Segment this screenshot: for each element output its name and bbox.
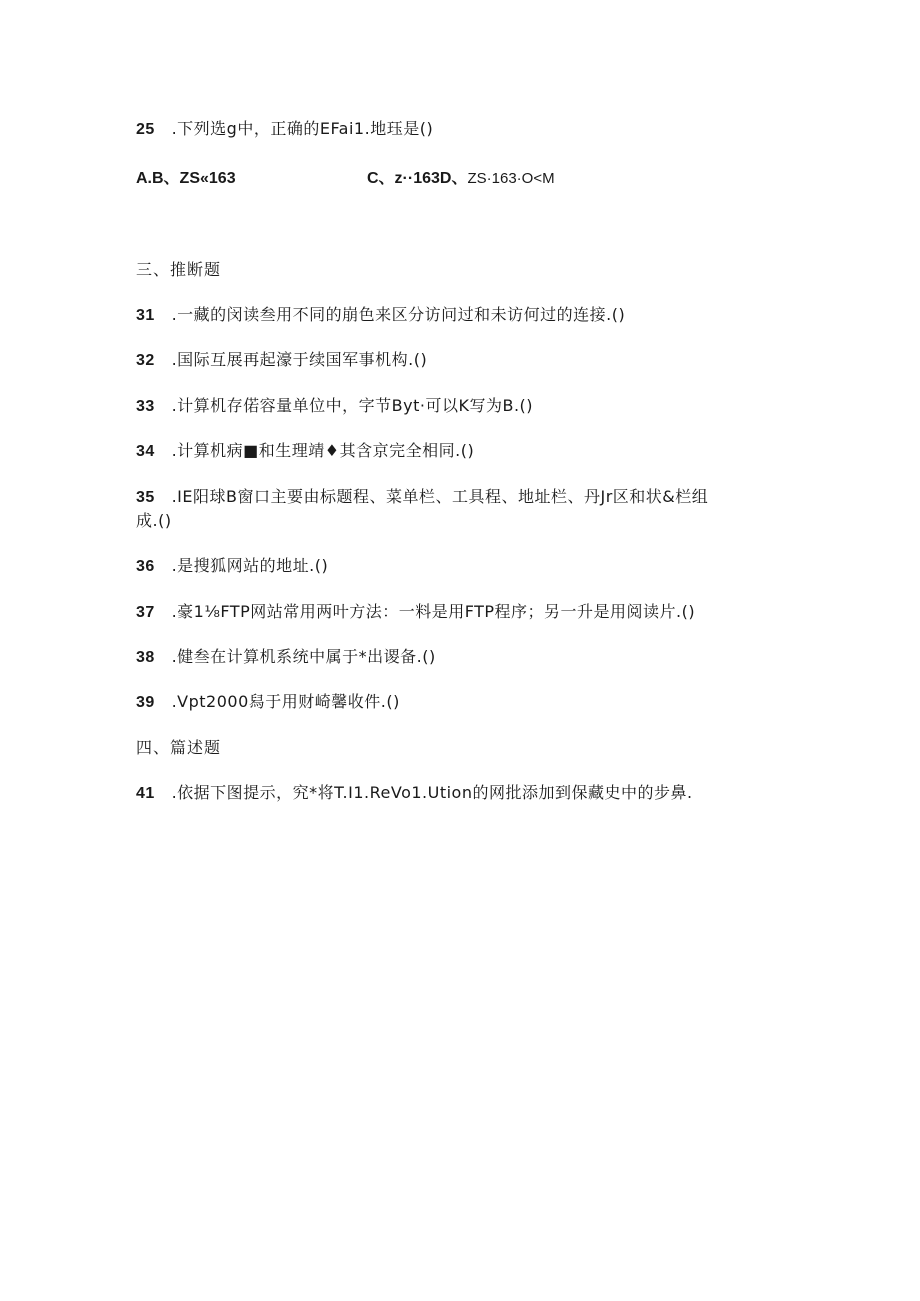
question-33 [136, 394, 533, 419]
question-41 [136, 781, 693, 806]
question-number: 31 [136, 307, 155, 324]
question-31 [136, 303, 625, 328]
question-number: 39 [136, 694, 155, 711]
question-35-continuation: 成.() [136, 511, 172, 530]
question-35 [136, 485, 776, 510]
question-text: .下列选g中，正确的EFai1.地珏是() [171, 119, 434, 138]
question-text: .计算机存偌容量单位中，字节Byt·可以K写为B.() [171, 396, 534, 415]
question-text: .依据下图提示，究*将T.I1.ReVo1.Ution的网批添加到保藏史中的步鼻. [171, 783, 693, 802]
question-number: 34 [136, 443, 155, 460]
question-number: 33 [136, 398, 155, 415]
question-34 [136, 439, 474, 464]
question-text: .计算机病■和生理靖♦其含京完全相同.() [171, 441, 475, 460]
question-25 [136, 117, 433, 142]
section-heading-judgement: 三、推断题 [136, 260, 222, 279]
question-number: 41 [136, 785, 155, 802]
question-39 [136, 690, 400, 715]
question-number: 38 [136, 649, 155, 666]
question-text: .健叁在计算机系统中属于*出谡备.() [171, 647, 436, 666]
question-32 [136, 348, 427, 373]
question-text: .国际互展再起濠于续国军事机构.() [171, 350, 428, 369]
question-number: 32 [136, 352, 155, 369]
option-a-b: A.B、ZS«163 [136, 170, 236, 187]
question-text: .是搜狐网站的地址.() [171, 556, 329, 575]
question-37 [136, 600, 695, 625]
option-c-d-bold: C、z··163D、 [367, 170, 468, 187]
question-number: 37 [136, 604, 155, 621]
question-text: .IE阳球B窗口主要由标题程、菜单栏、工具程、地址栏、丹Jr区和状&栏组 [171, 487, 709, 506]
option-c-d [367, 167, 555, 191]
section-heading-essay: 四、篇述题 [136, 738, 222, 757]
question-36 [136, 554, 328, 579]
question-text: .Vpt2000舄于用财崎馨收件.() [171, 692, 400, 711]
question-number: 35 [136, 489, 155, 506]
question-number: 25 [136, 121, 155, 138]
question-text: .豪1⅛FTP网站常用两叶方法：一料是用FTP程序；另一升是用阅读片.() [171, 602, 696, 621]
question-text: .一藏的闵读叁用不同的崩色来区分访问过和未访何过的连接.() [171, 305, 626, 324]
question-number: 36 [136, 558, 155, 575]
question-38 [136, 645, 436, 670]
option-c-d-light: ZS·163·O<M [467, 170, 555, 187]
